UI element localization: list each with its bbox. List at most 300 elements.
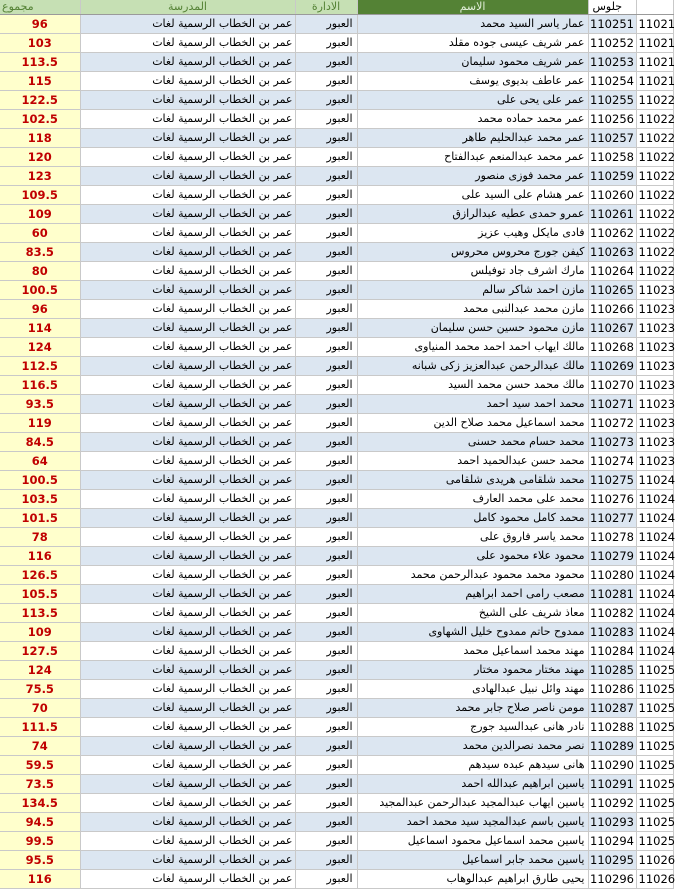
school-cell[interactable]: عمر بن الخطاب الرسمية لغات	[80, 585, 295, 604]
table-row	[0, 186, 673, 205]
school-cell[interactable]: عمر بن الخطاب الرسمية لغات	[80, 737, 295, 756]
code-cell[interactable]: 11023	[636, 319, 673, 338]
admin-cell[interactable]: العبور	[295, 338, 357, 357]
column-header-admin[interactable]: الادارة	[295, 0, 357, 15]
name-cell[interactable]: عمرو حمدى عطيه عبدالرازق	[357, 205, 588, 224]
admin-cell[interactable]: العبور	[295, 851, 357, 870]
admin-cell[interactable]: العبور	[295, 148, 357, 167]
code-cell[interactable]: 11024	[636, 604, 673, 623]
name-cell[interactable]: مالك عبدالرحمن عبدالعزيز زكى شبانه	[357, 357, 588, 376]
seat-number-cell[interactable]: 110274	[588, 452, 636, 471]
name-cell[interactable]: عمر هشام على السيد على	[357, 186, 588, 205]
total-cell[interactable]: 94.5	[0, 813, 80, 832]
admin-cell[interactable]: العبور	[295, 832, 357, 851]
seat-number-cell[interactable]: 110269	[588, 357, 636, 376]
seat-number-cell[interactable]: 110275	[588, 471, 636, 490]
school-cell[interactable]: عمر بن الخطاب الرسمية لغات	[80, 775, 295, 794]
school-cell[interactable]: عمر بن الخطاب الرسمية لغات	[80, 756, 295, 775]
total-cell[interactable]: 109.5	[0, 186, 80, 205]
school-cell[interactable]: عمر بن الخطاب الرسمية لغات	[80, 661, 295, 680]
admin-cell[interactable]: العبور	[295, 110, 357, 129]
seat-number-cell[interactable]: 110259	[588, 167, 636, 186]
total-cell[interactable]: 116	[0, 870, 80, 889]
seat-number-cell[interactable]: 110253	[588, 53, 636, 72]
seat-number-cell[interactable]: 110291	[588, 775, 636, 794]
code-cell[interactable]: 11024	[636, 585, 673, 604]
school-cell[interactable]: عمر بن الخطاب الرسمية لغات	[80, 395, 295, 414]
total-cell[interactable]: 93.5	[0, 395, 80, 414]
school-cell[interactable]: عمر بن الخطاب الرسمية لغات	[80, 414, 295, 433]
admin-cell[interactable]: العبور	[295, 357, 357, 376]
name-cell[interactable]: محمد كامل محمود كامل	[357, 509, 588, 528]
admin-cell[interactable]: العبور	[295, 319, 357, 338]
admin-cell[interactable]: العبور	[295, 528, 357, 547]
name-cell[interactable]: محمد شلقامى هريدى شلقامى	[357, 471, 588, 490]
school-cell[interactable]: عمر بن الخطاب الرسمية لغات	[80, 528, 295, 547]
seat-number-cell[interactable]: 110287	[588, 699, 636, 718]
code-cell[interactable]: 11022	[636, 243, 673, 262]
total-cell[interactable]: 122.5	[0, 91, 80, 110]
total-cell[interactable]: 102.5	[0, 110, 80, 129]
name-cell[interactable]: مومن ناصر صلاح جابر محمد	[357, 699, 588, 718]
seat-number-cell[interactable]: 110263	[588, 243, 636, 262]
column-header-name[interactable]: الاسم	[357, 0, 588, 15]
admin-cell[interactable]: العبور	[295, 15, 357, 34]
code-cell[interactable]: 11022	[636, 91, 673, 110]
school-cell[interactable]: عمر بن الخطاب الرسمية لغات	[80, 376, 295, 395]
seat-number-cell[interactable]: 110267	[588, 319, 636, 338]
total-cell[interactable]: 75.5	[0, 680, 80, 699]
school-cell[interactable]: عمر بن الخطاب الرسمية لغات	[80, 433, 295, 452]
school-cell[interactable]: عمر بن الخطاب الرسمية لغات	[80, 794, 295, 813]
code-cell[interactable]: 11025	[636, 699, 673, 718]
school-cell[interactable]: عمر بن الخطاب الرسمية لغات	[80, 243, 295, 262]
seat-number-cell[interactable]: 110281	[588, 585, 636, 604]
admin-cell[interactable]: العبور	[295, 91, 357, 110]
name-cell[interactable]: عمر محمد فوزى منصور	[357, 167, 588, 186]
total-cell[interactable]: 120	[0, 148, 80, 167]
name-cell[interactable]: مازن محمد عبدالنبى محمد	[357, 300, 588, 319]
code-cell[interactable]: 11022	[636, 110, 673, 129]
name-cell[interactable]: مصعب رامى احمد ابراهيم	[357, 585, 588, 604]
total-cell[interactable]: 109	[0, 205, 80, 224]
seat-number-cell[interactable]: 110289	[588, 737, 636, 756]
admin-cell[interactable]: العبور	[295, 642, 357, 661]
total-cell[interactable]: 83.5	[0, 243, 80, 262]
name-cell[interactable]: نصر محمد نصرالدين محمد	[357, 737, 588, 756]
admin-cell[interactable]: العبور	[295, 395, 357, 414]
seat-number-cell[interactable]: 110255	[588, 91, 636, 110]
school-cell[interactable]: عمر بن الخطاب الرسمية لغات	[80, 72, 295, 91]
code-cell[interactable]: 11024	[636, 547, 673, 566]
total-cell[interactable]: 111.5	[0, 718, 80, 737]
code-cell[interactable]: 11026	[636, 851, 673, 870]
school-cell[interactable]: عمر بن الخطاب الرسمية لغات	[80, 148, 295, 167]
total-cell[interactable]: 99.5	[0, 832, 80, 851]
admin-cell[interactable]: العبور	[295, 756, 357, 775]
code-cell[interactable]: 11021	[636, 34, 673, 53]
name-cell[interactable]: ياسين باسم عبدالمجيد سيد محمد احمد	[357, 813, 588, 832]
code-cell[interactable]: 11023	[636, 281, 673, 300]
column-header-code[interactable]	[636, 0, 673, 15]
code-cell[interactable]: 11023	[636, 414, 673, 433]
seat-number-cell[interactable]: 110268	[588, 338, 636, 357]
seat-number-cell[interactable]: 110280	[588, 566, 636, 585]
total-cell[interactable]: 105.5	[0, 585, 80, 604]
code-cell[interactable]: 11023	[636, 300, 673, 319]
admin-cell[interactable]: العبور	[295, 186, 357, 205]
total-cell[interactable]: 124	[0, 338, 80, 357]
seat-number-cell[interactable]: 110277	[588, 509, 636, 528]
school-cell[interactable]: عمر بن الخطاب الرسمية لغات	[80, 490, 295, 509]
total-cell[interactable]: 116.5	[0, 376, 80, 395]
admin-cell[interactable]: العبور	[295, 718, 357, 737]
seat-number-cell[interactable]: 110262	[588, 224, 636, 243]
admin-cell[interactable]: العبور	[295, 433, 357, 452]
seat-number-cell[interactable]: 110279	[588, 547, 636, 566]
name-cell[interactable]: مارك اشرف جاد توفيلس	[357, 262, 588, 281]
school-cell[interactable]: عمر بن الخطاب الرسمية لغات	[80, 357, 295, 376]
code-cell[interactable]: 11022	[636, 262, 673, 281]
total-cell[interactable]: 100.5	[0, 471, 80, 490]
seat-number-cell[interactable]: 110282	[588, 604, 636, 623]
school-cell[interactable]: عمر بن الخطاب الرسمية لغات	[80, 832, 295, 851]
code-cell[interactable]: 11023	[636, 452, 673, 471]
admin-cell[interactable]: العبور	[295, 699, 357, 718]
column-header-seat[interactable]: جلوس	[588, 0, 636, 15]
total-cell[interactable]: 70	[0, 699, 80, 718]
seat-number-cell[interactable]: 110292	[588, 794, 636, 813]
name-cell[interactable]: مهند مختار محمود مختار	[357, 661, 588, 680]
code-cell[interactable]: 11025	[636, 661, 673, 680]
seat-number-cell[interactable]: 110276	[588, 490, 636, 509]
admin-cell[interactable]: العبور	[295, 300, 357, 319]
admin-cell[interactable]: العبور	[295, 661, 357, 680]
seat-number-cell[interactable]: 110273	[588, 433, 636, 452]
name-cell[interactable]: ياسين ابراهيم عبدالله احمد	[357, 775, 588, 794]
admin-cell[interactable]: العبور	[295, 604, 357, 623]
name-cell[interactable]: عمر شريف عيسى جوده مقلد	[357, 34, 588, 53]
code-cell[interactable]: 11025	[636, 832, 673, 851]
admin-cell[interactable]: العبور	[295, 224, 357, 243]
name-cell[interactable]: عمار ياسر السيد محمد	[357, 15, 588, 34]
total-cell[interactable]: 118	[0, 129, 80, 148]
school-cell[interactable]: عمر بن الخطاب الرسمية لغات	[80, 813, 295, 832]
seat-number-cell[interactable]: 110264	[588, 262, 636, 281]
total-cell[interactable]: 74	[0, 737, 80, 756]
admin-cell[interactable]: العبور	[295, 547, 357, 566]
code-cell[interactable]: 11024	[636, 642, 673, 661]
code-cell[interactable]: 11023	[636, 338, 673, 357]
total-cell[interactable]: 101.5	[0, 509, 80, 528]
seat-number-cell[interactable]: 110288	[588, 718, 636, 737]
name-cell[interactable]: معاذ شريف على الشيخ	[357, 604, 588, 623]
seat-number-cell[interactable]: 110295	[588, 851, 636, 870]
total-cell[interactable]: 115	[0, 72, 80, 91]
school-cell[interactable]: عمر بن الخطاب الرسمية لغات	[80, 224, 295, 243]
seat-number-cell[interactable]: 110294	[588, 832, 636, 851]
school-cell[interactable]: عمر بن الخطاب الرسمية لغات	[80, 680, 295, 699]
school-cell[interactable]: عمر بن الخطاب الرسمية لغات	[80, 604, 295, 623]
column-header-total[interactable]: مجموع	[0, 0, 80, 15]
school-cell[interactable]: عمر بن الخطاب الرسمية لغات	[80, 699, 295, 718]
table-row	[0, 338, 673, 357]
table-body	[0, 15, 673, 889]
school-cell[interactable]: عمر بن الخطاب الرسمية لغات	[80, 851, 295, 870]
code-cell[interactable]: 11025	[636, 718, 673, 737]
total-cell[interactable]: 109	[0, 623, 80, 642]
admin-cell[interactable]: العبور	[295, 262, 357, 281]
name-cell[interactable]: يحيى طارق ابراهيم عبدالوهاب	[357, 870, 588, 889]
name-cell[interactable]: عمر محمد حماده محمد	[357, 110, 588, 129]
code-cell[interactable]: 11022	[636, 224, 673, 243]
seat-number-cell[interactable]: 110271	[588, 395, 636, 414]
admin-cell[interactable]: العبور	[295, 281, 357, 300]
seat-number-cell[interactable]: 110285	[588, 661, 636, 680]
total-cell[interactable]: 100.5	[0, 281, 80, 300]
name-cell[interactable]: مازن احمد شاكر سالم	[357, 281, 588, 300]
code-cell[interactable]: 11025	[636, 737, 673, 756]
code-cell[interactable]: 11023	[636, 395, 673, 414]
seat-number-cell[interactable]: 110278	[588, 528, 636, 547]
name-cell[interactable]: فادى مايكل وهيب عزيز	[357, 224, 588, 243]
seat-number-cell[interactable]: 110251	[588, 15, 636, 34]
seat-number-cell[interactable]: 110252	[588, 34, 636, 53]
table-row	[0, 167, 673, 186]
table-row	[0, 604, 673, 623]
table-row	[0, 870, 673, 889]
total-cell[interactable]: 114	[0, 319, 80, 338]
name-cell[interactable]: مازن محمود حسين حسن سليمان	[357, 319, 588, 338]
seat-number-cell[interactable]: 110265	[588, 281, 636, 300]
school-cell[interactable]: عمر بن الخطاب الرسمية لغات	[80, 471, 295, 490]
admin-cell[interactable]: العبور	[295, 414, 357, 433]
total-cell[interactable]: 96	[0, 300, 80, 319]
name-cell[interactable]: مهند وائل نبيل عبدالهادى	[357, 680, 588, 699]
total-cell[interactable]: 123	[0, 167, 80, 186]
admin-cell[interactable]: العبور	[295, 34, 357, 53]
table-row	[0, 452, 673, 471]
total-cell[interactable]: 59.5	[0, 756, 80, 775]
admin-cell[interactable]: العبور	[295, 72, 357, 91]
code-cell[interactable]: 11021	[636, 72, 673, 91]
code-cell[interactable]: 11024	[636, 490, 673, 509]
admin-cell[interactable]: العبور	[295, 490, 357, 509]
admin-cell[interactable]: العبور	[295, 623, 357, 642]
total-cell[interactable]: 119	[0, 414, 80, 433]
admin-cell[interactable]: العبور	[295, 452, 357, 471]
school-cell[interactable]: عمر بن الخطاب الرسمية لغات	[80, 642, 295, 661]
code-cell[interactable]: 11023	[636, 357, 673, 376]
admin-cell[interactable]: العبور	[295, 471, 357, 490]
name-cell[interactable]: ياسين محمد جابر اسماعيل	[357, 851, 588, 870]
total-cell[interactable]: 64	[0, 452, 80, 471]
code-cell[interactable]: 11022	[636, 129, 673, 148]
table-row	[0, 15, 673, 34]
name-cell[interactable]: عمر محمد عبدالمنعم عبدالفتاح	[357, 148, 588, 167]
code-cell[interactable]: 11025	[636, 813, 673, 832]
code-cell[interactable]: 11025	[636, 756, 673, 775]
admin-cell[interactable]: العبور	[295, 167, 357, 186]
seat-number-cell[interactable]: 110254	[588, 72, 636, 91]
school-cell[interactable]: عمر بن الخطاب الرسمية لغات	[80, 718, 295, 737]
school-cell[interactable]: عمر بن الخطاب الرسمية لغات	[80, 186, 295, 205]
name-cell[interactable]: محمد حسن عبدالحميد احمد	[357, 452, 588, 471]
admin-cell[interactable]: العبور	[295, 737, 357, 756]
table-row	[0, 813, 673, 832]
admin-cell[interactable]: العبور	[295, 243, 357, 262]
total-cell[interactable]: 113.5	[0, 53, 80, 72]
name-cell[interactable]: عمر على يحى على	[357, 91, 588, 110]
total-cell[interactable]: 95.5	[0, 851, 80, 870]
total-cell[interactable]: 116	[0, 547, 80, 566]
table-row	[0, 34, 673, 53]
name-cell[interactable]: مالك محمد حسن محمد السيد	[357, 376, 588, 395]
total-cell[interactable]: 126.5	[0, 566, 80, 585]
seat-number-cell[interactable]: 110266	[588, 300, 636, 319]
name-cell[interactable]: ياسين محمد اسماعيل محمود اسماعيل	[357, 832, 588, 851]
code-cell[interactable]: 11022	[636, 186, 673, 205]
code-cell[interactable]: 11024	[636, 471, 673, 490]
school-cell[interactable]: عمر بن الخطاب الرسمية لغات	[80, 281, 295, 300]
column-header-school[interactable]: المدرسة	[80, 0, 295, 15]
name-cell[interactable]: محمود محمد محمود عبدالرحمن محمد	[357, 566, 588, 585]
admin-cell[interactable]: العبور	[295, 680, 357, 699]
table-row	[0, 756, 673, 775]
total-cell[interactable]: 134.5	[0, 794, 80, 813]
name-cell[interactable]: عمر شريف محمود سليمان	[357, 53, 588, 72]
school-cell[interactable]: عمر بن الخطاب الرسمية لغات	[80, 623, 295, 642]
school-cell[interactable]: عمر بن الخطاب الرسمية لغات	[80, 91, 295, 110]
school-cell[interactable]: عمر بن الخطاب الرسمية لغات	[80, 300, 295, 319]
seat-number-cell[interactable]: 110290	[588, 756, 636, 775]
seat-number-cell[interactable]: 110270	[588, 376, 636, 395]
name-cell[interactable]: ياسين ايهاب عبدالمجيد عبدالرحمن عبدالمجيد	[357, 794, 588, 813]
name-cell[interactable]: محمد حسام محمد حسنى	[357, 433, 588, 452]
code-cell[interactable]: 11023	[636, 433, 673, 452]
school-cell[interactable]: عمر بن الخطاب الرسمية لغات	[80, 338, 295, 357]
total-cell[interactable]: 60	[0, 224, 80, 243]
seat-number-cell[interactable]: 110284	[588, 642, 636, 661]
total-cell[interactable]: 78	[0, 528, 80, 547]
admin-cell[interactable]: العبور	[295, 870, 357, 889]
table-row	[0, 319, 673, 338]
code-cell[interactable]: 11024	[636, 566, 673, 585]
school-cell[interactable]: عمر بن الخطاب الرسمية لغات	[80, 205, 295, 224]
name-cell[interactable]: عمر عاطف بديوى يوسف	[357, 72, 588, 91]
admin-cell[interactable]: العبور	[295, 813, 357, 832]
code-cell[interactable]: 11026	[636, 870, 673, 889]
name-cell[interactable]: محمد اسماعيل محمد صلاح الدين	[357, 414, 588, 433]
name-cell[interactable]: محمد على محمد العارف	[357, 490, 588, 509]
seat-number-cell[interactable]: 110260	[588, 186, 636, 205]
seat-number-cell[interactable]: 110293	[588, 813, 636, 832]
table-row	[0, 718, 673, 737]
seat-number-cell[interactable]: 110286	[588, 680, 636, 699]
name-cell[interactable]: محمود علاء محمود على	[357, 547, 588, 566]
admin-cell[interactable]: العبور	[295, 585, 357, 604]
admin-cell[interactable]: العبور	[295, 509, 357, 528]
total-cell[interactable]: 112.5	[0, 357, 80, 376]
name-cell[interactable]: هانى سيدهم عبده سيدهم	[357, 756, 588, 775]
school-cell[interactable]: عمر بن الخطاب الرسمية لغات	[80, 509, 295, 528]
code-cell[interactable]: 11024	[636, 509, 673, 528]
code-cell[interactable]: 11025	[636, 775, 673, 794]
seat-number-cell[interactable]: 110272	[588, 414, 636, 433]
school-cell[interactable]: عمر بن الخطاب الرسمية لغات	[80, 547, 295, 566]
name-cell[interactable]: مالك ايهاب احمد احمد محمد المنياوى	[357, 338, 588, 357]
school-cell[interactable]: عمر بن الخطاب الرسمية لغات	[80, 452, 295, 471]
school-cell[interactable]: عمر بن الخطاب الرسمية لغات	[80, 566, 295, 585]
code-cell[interactable]: 11022	[636, 167, 673, 186]
total-cell[interactable]: 124	[0, 661, 80, 680]
code-cell[interactable]: 11024	[636, 623, 673, 642]
code-cell[interactable]: 11021	[636, 15, 673, 34]
total-cell[interactable]: 103	[0, 34, 80, 53]
school-cell[interactable]: عمر بن الخطاب الرسمية لغات	[80, 870, 295, 889]
school-cell[interactable]: عمر بن الخطاب الرسمية لغات	[80, 262, 295, 281]
school-cell[interactable]: عمر بن الخطاب الرسمية لغات	[80, 53, 295, 72]
school-cell[interactable]: عمر بن الخطاب الرسمية لغات	[80, 34, 295, 53]
total-cell[interactable]: 96	[0, 15, 80, 34]
table-row	[0, 110, 673, 129]
table-row	[0, 376, 673, 395]
school-cell[interactable]: عمر بن الخطاب الرسمية لغات	[80, 167, 295, 186]
school-cell[interactable]: عمر بن الخطاب الرسمية لغات	[80, 15, 295, 34]
total-cell[interactable]: 113.5	[0, 604, 80, 623]
code-cell[interactable]: 11025	[636, 794, 673, 813]
admin-cell[interactable]: العبور	[295, 205, 357, 224]
code-cell[interactable]: 11024	[636, 528, 673, 547]
seat-number-cell[interactable]: 110283	[588, 623, 636, 642]
seat-number-cell[interactable]: 110256	[588, 110, 636, 129]
school-cell[interactable]: عمر بن الخطاب الرسمية لغات	[80, 129, 295, 148]
name-cell[interactable]: محمد ياسر فاروق على	[357, 528, 588, 547]
admin-cell[interactable]: العبور	[295, 775, 357, 794]
total-cell[interactable]: 127.5	[0, 642, 80, 661]
seat-number-cell[interactable]: 110257	[588, 129, 636, 148]
school-cell[interactable]: عمر بن الخطاب الرسمية لغات	[80, 110, 295, 129]
total-cell[interactable]: 103.5	[0, 490, 80, 509]
seat-number-cell[interactable]: 110258	[588, 148, 636, 167]
code-cell[interactable]: 11023	[636, 376, 673, 395]
admin-cell[interactable]: العبور	[295, 129, 357, 148]
name-cell[interactable]: مهند محمد اسماعيل محمد	[357, 642, 588, 661]
seat-number-cell[interactable]: 110261	[588, 205, 636, 224]
seat-number-cell[interactable]: 110296	[588, 870, 636, 889]
name-cell[interactable]: محمد احمد سيد احمد	[357, 395, 588, 414]
admin-cell[interactable]: العبور	[295, 794, 357, 813]
table-row	[0, 53, 673, 72]
name-cell[interactable]: عمر محمد عبدالحليم طاهر	[357, 129, 588, 148]
total-cell[interactable]: 73.5	[0, 775, 80, 794]
table-row	[0, 414, 673, 433]
admin-cell[interactable]: العبور	[295, 566, 357, 585]
name-cell[interactable]: نادر هانى عبدالسيد جورج	[357, 718, 588, 737]
school-cell[interactable]: عمر بن الخطاب الرسمية لغات	[80, 319, 295, 338]
admin-cell[interactable]: العبور	[295, 376, 357, 395]
admin-cell[interactable]: العبور	[295, 53, 357, 72]
code-cell[interactable]: 11025	[636, 680, 673, 699]
name-cell[interactable]: كيفن جورج محروس محروس	[357, 243, 588, 262]
code-cell[interactable]: 11021	[636, 53, 673, 72]
table-row	[0, 832, 673, 851]
total-cell[interactable]: 84.5	[0, 433, 80, 452]
total-cell[interactable]: 80	[0, 262, 80, 281]
code-cell[interactable]: 11022	[636, 205, 673, 224]
code-cell[interactable]: 11022	[636, 148, 673, 167]
name-cell[interactable]: ممدوح حاتم ممدوح خليل الشهاوى	[357, 623, 588, 642]
